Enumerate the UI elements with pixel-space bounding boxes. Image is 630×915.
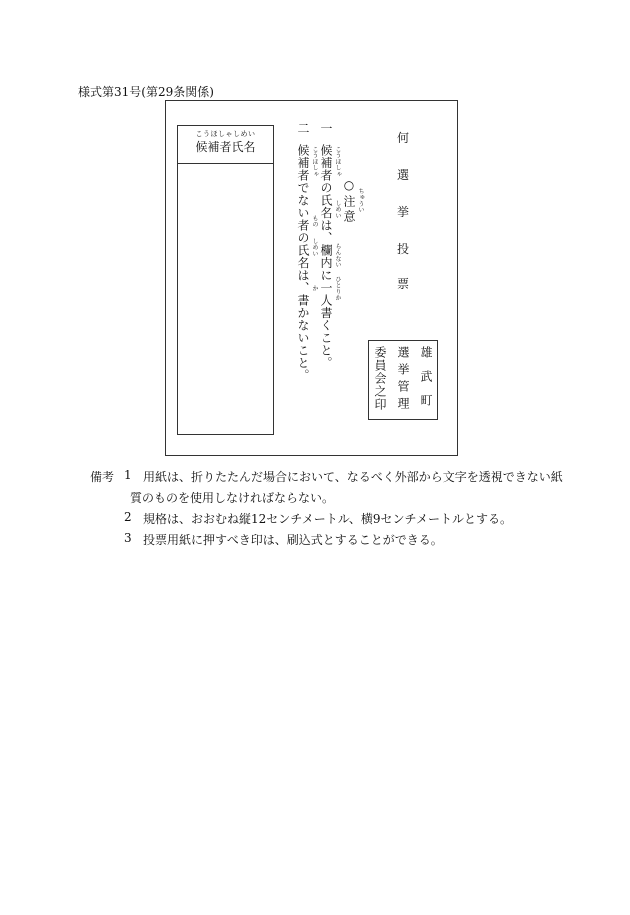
ballot-title-char-2: 選 bbox=[397, 168, 410, 182]
form-title: 様式第31号(第29条関係) bbox=[78, 85, 214, 99]
stamp-election-mgmt: 選挙管理 bbox=[396, 346, 410, 414]
note-1-ruby-rannai: らんない bbox=[334, 243, 341, 269]
remarks-item-1-continued: 質のものを使用しなければならない。 bbox=[130, 491, 335, 505]
remarks-label: 備考 bbox=[90, 470, 115, 484]
note-2-number: 二 bbox=[296, 122, 310, 134]
ballot-title-char-1: 何 bbox=[397, 131, 410, 145]
note-1-ruby-shimei: しめい bbox=[334, 200, 341, 219]
notice-heading: ○注意 bbox=[342, 178, 356, 225]
note-2-ruby-ka: か bbox=[311, 285, 318, 292]
remarks-item-3-text: 投票用紙に押すべき印は、刷込式とすることができる。 bbox=[143, 533, 443, 547]
note-2-text: 候補者でない者の氏名は、書かないこと。 bbox=[296, 144, 310, 382]
remarks-item-3-number: 3 bbox=[124, 531, 132, 545]
stamp-town-name: 雄武町 bbox=[419, 346, 433, 418]
note-1-number: 一 bbox=[319, 122, 333, 134]
note-1-ruby-kouhosha: こうほしゃ bbox=[334, 146, 341, 178]
candidate-box-divider bbox=[178, 163, 273, 164]
candidate-label-ruby: こうほしゃしめい bbox=[195, 130, 256, 138]
candidate-name-box bbox=[177, 125, 274, 435]
remarks-item-2-text: 規格は、おおむね縦12センチメートル、横9センチメートルとする。 bbox=[143, 512, 512, 526]
note-1-text: 候補者の氏名は、欄内に一人書くこと。 bbox=[319, 144, 333, 369]
remarks-item-1-number: 1 bbox=[124, 468, 132, 482]
note-2-ruby-mono: もの bbox=[311, 215, 318, 228]
note-1-ruby-hitorika: ひとりか bbox=[334, 276, 341, 302]
note-2-ruby-kouhosha: こうほしゃ bbox=[311, 146, 318, 178]
remarks-item-2-number: 2 bbox=[124, 510, 132, 524]
remarks-item-1-text: 用紙は、折りたたんだ場合において、なるべく外部から文字を透視できない紙 bbox=[143, 470, 563, 484]
notice-heading-ruby: ちゅうい bbox=[357, 188, 364, 214]
ballot-title-char-5: 票 bbox=[397, 277, 410, 291]
stamp-committee-seal: 委員会之印 bbox=[373, 346, 387, 411]
note-2-ruby-shimei: しめい bbox=[311, 238, 318, 257]
ballot-title-char-3: 挙 bbox=[397, 205, 410, 219]
ballot-title-char-4: 投 bbox=[397, 242, 410, 256]
candidate-label: 候補者氏名 bbox=[195, 140, 256, 154]
